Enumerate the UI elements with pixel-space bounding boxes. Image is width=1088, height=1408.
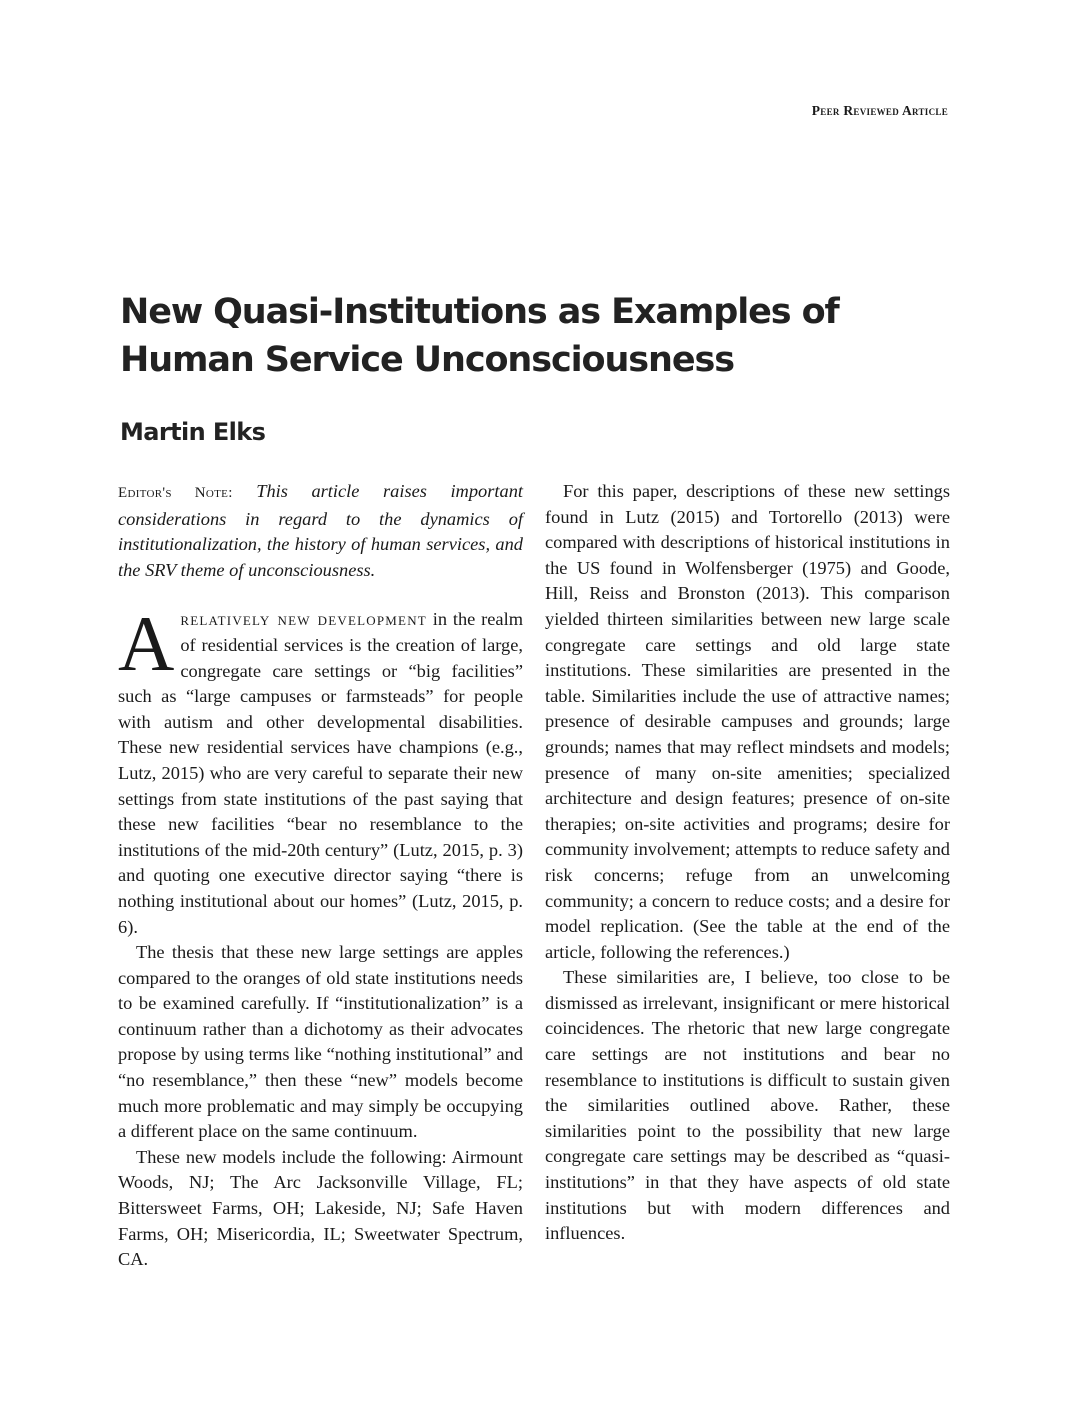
left-paragraph-1 [118,600,523,940]
editors-note [118,479,523,583]
right-column [545,479,950,1247]
left-column [118,479,523,1273]
right-paragraph-1: For this paper, descriptions of these new settings found in Lutz (2015) and Tortorello (2013) were compared with descriptions of historical institutions in the US found in Wolfensberger (1975) and Goode, Hill, Reiss and Bronston (2013). This comparison yielded thirteen similarities between new large scale congregate care settings and old large state institutions. These similarities are presented in the table. Similarities include the use of attractive names; presence of desirable campuses and grounds; large grounds; names that may reflect mindsets and models; presence of many on-site amenities; specialized architecture and design features; presence of on-site therapies; on-site activities and programs; desire for community involvement; attempts to reduce safety and risk concerns; refuge from an unwelcoming community; a concern to reduce costs; and a desire for model replication. (See the table at the end of the article, following the references.) [545,481,950,962]
drop-cap: A [118,600,175,688]
article-title: New Quasi-Institutions as Examples of Human Service Unconsciousness [120,292,839,380]
left-paragraph-3: These new models include the following: Airmount Woods, NJ; The Arc Jacksonville Village, FL; Bittersweet Farms, OH; Lakeside, NJ; Safe Haven Farms, OH; Misericordia, IL; Sweetwater Spectrum, CA. [118,1146,523,1270]
left-paragraph-2: The thesis that these new large settings are apples compared to the oranges of old state institutions needs to be examined carefully. If “institutionalization” is a continuum rather than a dichotomy as their advocates propose by using terms like “nothing institutional” and “no resemblance,” then these “new” models become much more problematic and may simply be occupying a different place on the same continuum. [118,942,523,1142]
right-paragraph-2: These similarities are, I believe, too close to be dismissed as irrelevant, insignificant or mere historical coincidences. The rhetoric that new large congregate care settings are not institutions and bear no resemblance to institutions is difficult to sustain given the similarities outlined above. Rather, these similarities point to the possibility that new large congregate care settings may be described as “quasi-institutions” in that they have aspects of old state institutions but with modern differences and influences. [545,967,950,1244]
section-label: Peer Reviewed Article [811,103,948,118]
editors-note-text: This article raises important considerations in regard to the dynamics of institutionalization, the history of human services, and the SRV theme of unconsciousness. [118,481,523,580]
left-paragraph-1-text: in the realm of residential services is the creation of large, congregate care settings or “big facilities” such as “large campuses or farmsteads” for people with autism and other developmental disabilities. These new residential services have champions (e.g., Lutz, 2015) who are very careful to separate their new settings from state institutions of the past saying that these new facilities “bear no resemblance to the institutions of the mid-20th century” (Lutz, 2015, p. 3) and quoting one executive director saying “there is nothing institutional about our homes” (Lutz, 2015, p. 6). [118,609,523,937]
editors-note-label: Editor's Note: [118,485,233,501]
lead-in: relatively new development [180,609,427,630]
author-name: Martin Elks [120,418,266,446]
